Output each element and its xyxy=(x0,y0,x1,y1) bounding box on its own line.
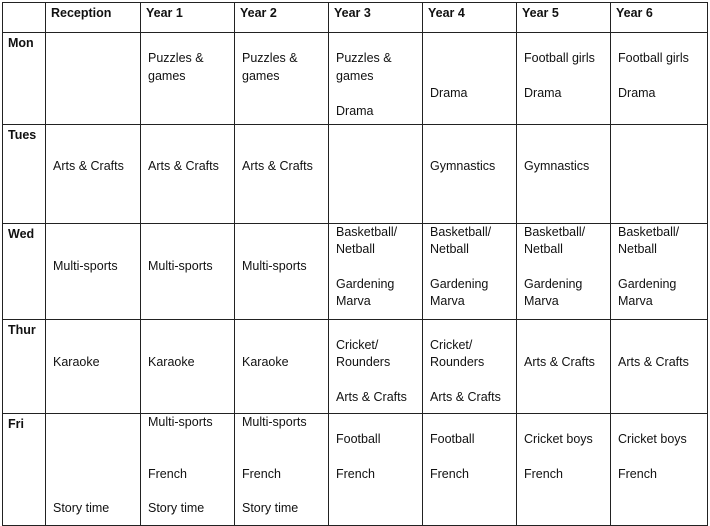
activity: French xyxy=(524,467,563,481)
activity: Puzzles & xyxy=(148,51,204,65)
cell xyxy=(46,33,141,125)
cell xyxy=(517,320,611,414)
activity: Karaoke xyxy=(53,355,100,369)
cell xyxy=(141,33,235,125)
activity: Netball xyxy=(430,242,469,256)
activity: French xyxy=(618,467,657,481)
activity: Basketball/ xyxy=(618,225,680,239)
cell xyxy=(423,33,517,125)
activity: Arts & Crafts xyxy=(618,355,689,369)
activity: Drama xyxy=(336,104,374,118)
cell xyxy=(235,414,329,526)
activity: Cricket/ xyxy=(430,338,473,352)
cell xyxy=(141,414,235,526)
cell xyxy=(611,224,708,320)
activity: Netball xyxy=(336,242,375,256)
corner-cell xyxy=(3,3,46,33)
activity: games xyxy=(242,69,280,83)
activity: Gardening xyxy=(336,277,395,291)
activity: Gardening xyxy=(618,277,677,291)
col-header-year2: Year 2 xyxy=(235,3,329,33)
cell xyxy=(235,125,329,224)
cell xyxy=(329,224,423,320)
day-label: Thur xyxy=(3,320,46,414)
cell xyxy=(235,33,329,125)
activity: French xyxy=(242,467,281,481)
activity: Gardening xyxy=(430,277,489,291)
activity: Story time xyxy=(148,501,205,515)
cell xyxy=(423,414,517,526)
cell xyxy=(517,33,611,125)
cell xyxy=(423,224,517,320)
activity: Marva xyxy=(524,294,559,308)
activity: Gardening xyxy=(524,277,583,291)
activity: Football xyxy=(336,432,381,446)
activity: Basketball/ xyxy=(524,225,586,239)
activity: Netball xyxy=(618,242,657,256)
activity: Marva xyxy=(336,294,371,308)
activity: games xyxy=(148,69,186,83)
row-fri xyxy=(3,414,708,526)
activity: Drama xyxy=(430,86,468,100)
cell xyxy=(423,320,517,414)
cell xyxy=(611,320,708,414)
row-thur xyxy=(3,320,708,414)
day-label: Wed xyxy=(3,224,46,320)
activity: Gymnastics xyxy=(430,159,496,173)
activity: Rounders xyxy=(430,355,485,369)
activity: Multi-sports xyxy=(148,259,213,273)
activity: Karaoke xyxy=(242,355,289,369)
activity: French xyxy=(148,467,187,481)
activity: Multi-sports xyxy=(148,415,213,429)
activity: Arts & Crafts xyxy=(242,159,313,173)
col-header-year1: Year 1 xyxy=(141,3,235,33)
cell xyxy=(235,320,329,414)
activity: Rounders xyxy=(336,355,391,369)
cell xyxy=(517,125,611,224)
cell xyxy=(517,224,611,320)
activity: Arts & Crafts xyxy=(430,390,501,404)
col-header-year3: Year 3 xyxy=(329,3,423,33)
row-mon xyxy=(3,33,708,125)
row-tues xyxy=(3,125,708,224)
activity: Basketball/ xyxy=(430,225,492,239)
cell xyxy=(46,125,141,224)
cell xyxy=(141,224,235,320)
activity: Football girls xyxy=(524,51,595,65)
cell xyxy=(611,125,708,224)
header-row xyxy=(3,3,708,33)
activity: Arts & Crafts xyxy=(53,159,124,173)
cell xyxy=(329,125,423,224)
cell xyxy=(423,125,517,224)
cell xyxy=(46,224,141,320)
activity: Story time xyxy=(242,501,299,515)
cell xyxy=(46,320,141,414)
activity: Multi-sports xyxy=(242,259,307,273)
timetable xyxy=(2,2,708,526)
activity: Marva xyxy=(430,294,465,308)
activity: games xyxy=(336,69,374,83)
cell xyxy=(235,224,329,320)
activity: Marva xyxy=(618,294,653,308)
activity: Arts & Crafts xyxy=(524,355,595,369)
activity: Football girls xyxy=(618,51,689,65)
activity: Multi-sports xyxy=(242,415,307,429)
cell xyxy=(141,320,235,414)
activity: Basketball/ xyxy=(336,225,398,239)
activity: Puzzles & xyxy=(336,51,392,65)
col-header-year5: Year 5 xyxy=(517,3,611,33)
activity: Cricket boys xyxy=(524,432,593,446)
cell xyxy=(141,125,235,224)
activity: Multi-sports xyxy=(53,259,118,273)
activity: Football xyxy=(430,432,475,446)
cell xyxy=(611,33,708,125)
col-header-year4: Year 4 xyxy=(423,3,517,33)
activity: Netball xyxy=(524,242,563,256)
col-header-reception: Reception xyxy=(46,3,141,33)
activity: Cricket boys xyxy=(618,432,687,446)
activity: Drama xyxy=(524,86,562,100)
col-header-year6: Year 6 xyxy=(611,3,708,33)
activity: Story time xyxy=(53,501,110,515)
cell xyxy=(517,414,611,526)
activity: Arts & Crafts xyxy=(336,390,407,404)
activity: French xyxy=(430,467,469,481)
day-label: Fri xyxy=(3,414,46,526)
day-label: Tues xyxy=(3,125,46,224)
activity: Puzzles & xyxy=(242,51,298,65)
cell xyxy=(329,320,423,414)
activity: Karaoke xyxy=(148,355,195,369)
activity: Cricket/ xyxy=(336,338,379,352)
activity: French xyxy=(336,467,375,481)
cell xyxy=(46,414,141,526)
row-wed xyxy=(3,224,708,320)
activity: Drama xyxy=(618,86,656,100)
cell xyxy=(329,33,423,125)
day-label: Mon xyxy=(3,33,46,125)
cell xyxy=(611,414,708,526)
cell xyxy=(329,414,423,526)
activity: Arts & Crafts xyxy=(148,159,219,173)
activity: Gymnastics xyxy=(524,159,590,173)
